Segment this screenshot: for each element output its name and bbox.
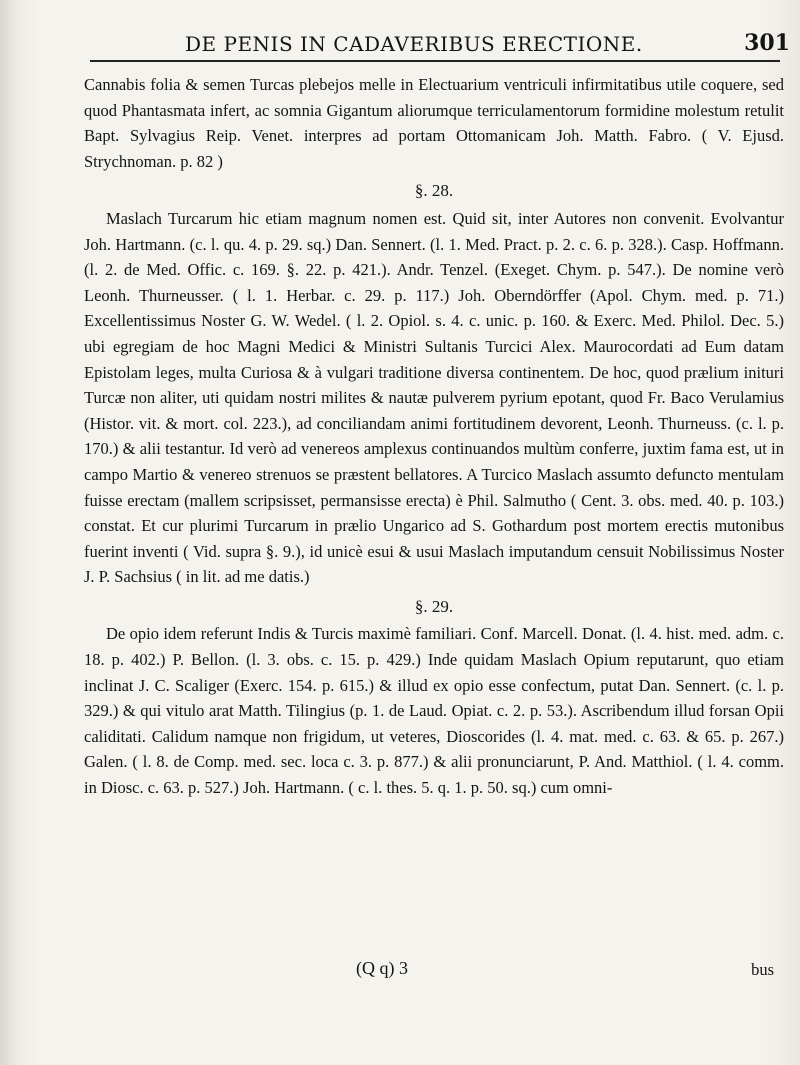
signature-mark: (Q q) 3 [356, 958, 408, 978]
header-rule [90, 60, 780, 62]
section-heading-28: §. 28. [414, 181, 454, 201]
section-heading-29: §. 29. [414, 596, 454, 616]
page-footer [84, 958, 784, 988]
page-header [90, 30, 790, 60]
paragraph-2: Maslach Turcarum hic etiam magnum nomen est. Quid sit, inter Autores non convenit. Evolvantur Joh. Hartmann. (c. l. qu. 4. p. 29. sq.) Dan. Sennert. (l. 1. Med. Pract. p. 2. c. 6. p. 328.). Casp. Hoffmann. (l. 2. de Med. Offic. c. 169. §. 22. p. 421.). Andr. Tenzel. (Exeget. Chym. p. 547.). De nomine verò Leonh. Thurneusser. ( l. 1. Herbar. c. 29. p. 117.) Joh. Oberndörffer (Apol. Chym. med. p. 71.) Excellentissimus Noster G. W. Wedel. ( l. 2. Opiol. s. 4. c. unic. p. 160. & Exerc. Med. Philol. Dec. 5.) ubi egregiam de hoc Magni Medici & Ministri Sultanis Turcici Alex. Maurocordati ad Eum datam Epistolam leges, multa Curiosa & à vulgari traditione diversa continentem. De hoc, quod prælium inituri Turcæ non aliter, uti quidam nostri milites & nautæ pulverem pyrium epotant, quod Fr. Baco Verulamius (Histor. vit. & mort. col. 223.), ad conciliandam animi fortitudinem devorent, Leonh. Thurneuss. (c. l. p. 170.) & alii testantur. Id verò ad venereos amplexus continuandos multùm conferre, juxtim fama est, ut in campo Martio & venereo strenuos se præstent bellatores. A Turcico Maslach assumto defuncto mentulam fuisse erectam (mallem scripsisset, permansisse erecta) è Phil. Salmutho ( Cent. 3. obs. med. 40. p. 103.) constat. Et cur plurimi Turcarum in prælio Ungarico ad S. Gothardum post mortem erectis mutonibus fuerint inventi ( Vid. supra §. 9.), id unicè esui & usui Maslach imputandum censuit Nobilissimus Noster J. P. Sachsius ( in lit. ad me datis.) [84, 208, 784, 587]
paragraph-1: Cannabis folia & semen Turcas plebejos melle in Electuarium ventriculi infirmitatibus utile coquere, sed quod Phantasmata infert, ac somnia Gigantum aliorumque terriculamentorum formidine molestum retulit Bapt. Sylvagius Reip. Venet. interpres ad portam Ottomanicam Joh. Matth. Fabro. ( V. Ejusd. Strychnoman. p. 82 ) [84, 75, 784, 171]
body-text [84, 72, 784, 801]
running-head: DE PENIS IN CADAVERIBUS ERECTIONE. [185, 32, 643, 56]
paragraph-3: De opio idem referunt Indis & Turcis maximè familiari. Conf. Marcell. Donat. (l. 4. hist. med. adm. c. 18. p. 402.) P. Bellon. (l. 3. obs. c. 15. p. 429.) Inde quidam Maslach Opium reputarunt, quo etiam inclinat J. C. Scaliger (Exerc. 154. p. 615.) & illud ex opio esse confectum, putat Dan. Sennert. (c. l. p. 329.) & qui vitulo arat Matth. Tilingius (p. 1. de Laud. Opiat. c. 2. p. 53.). Ascribendum illud forsan Opii caliditati. Calidum namque non frigidum, ut veteres, Dioscorides (l. 4. mat. med. c. 63. & 65. p. 267.) Galen. ( l. 8. de Comp. med. sec. loca c. 3. p. 877.) & alii pronunciarunt, P. And. Matthiol. ( l. 4. comm. in Diosc. c. 63. p. 527.) Joh. Hartmann. ( c. l. thes. 5. q. 1. p. 50. sq.) cum omni- [84, 624, 784, 798]
page-number: 301 [744, 30, 790, 56]
catchword: bus [751, 960, 774, 979]
